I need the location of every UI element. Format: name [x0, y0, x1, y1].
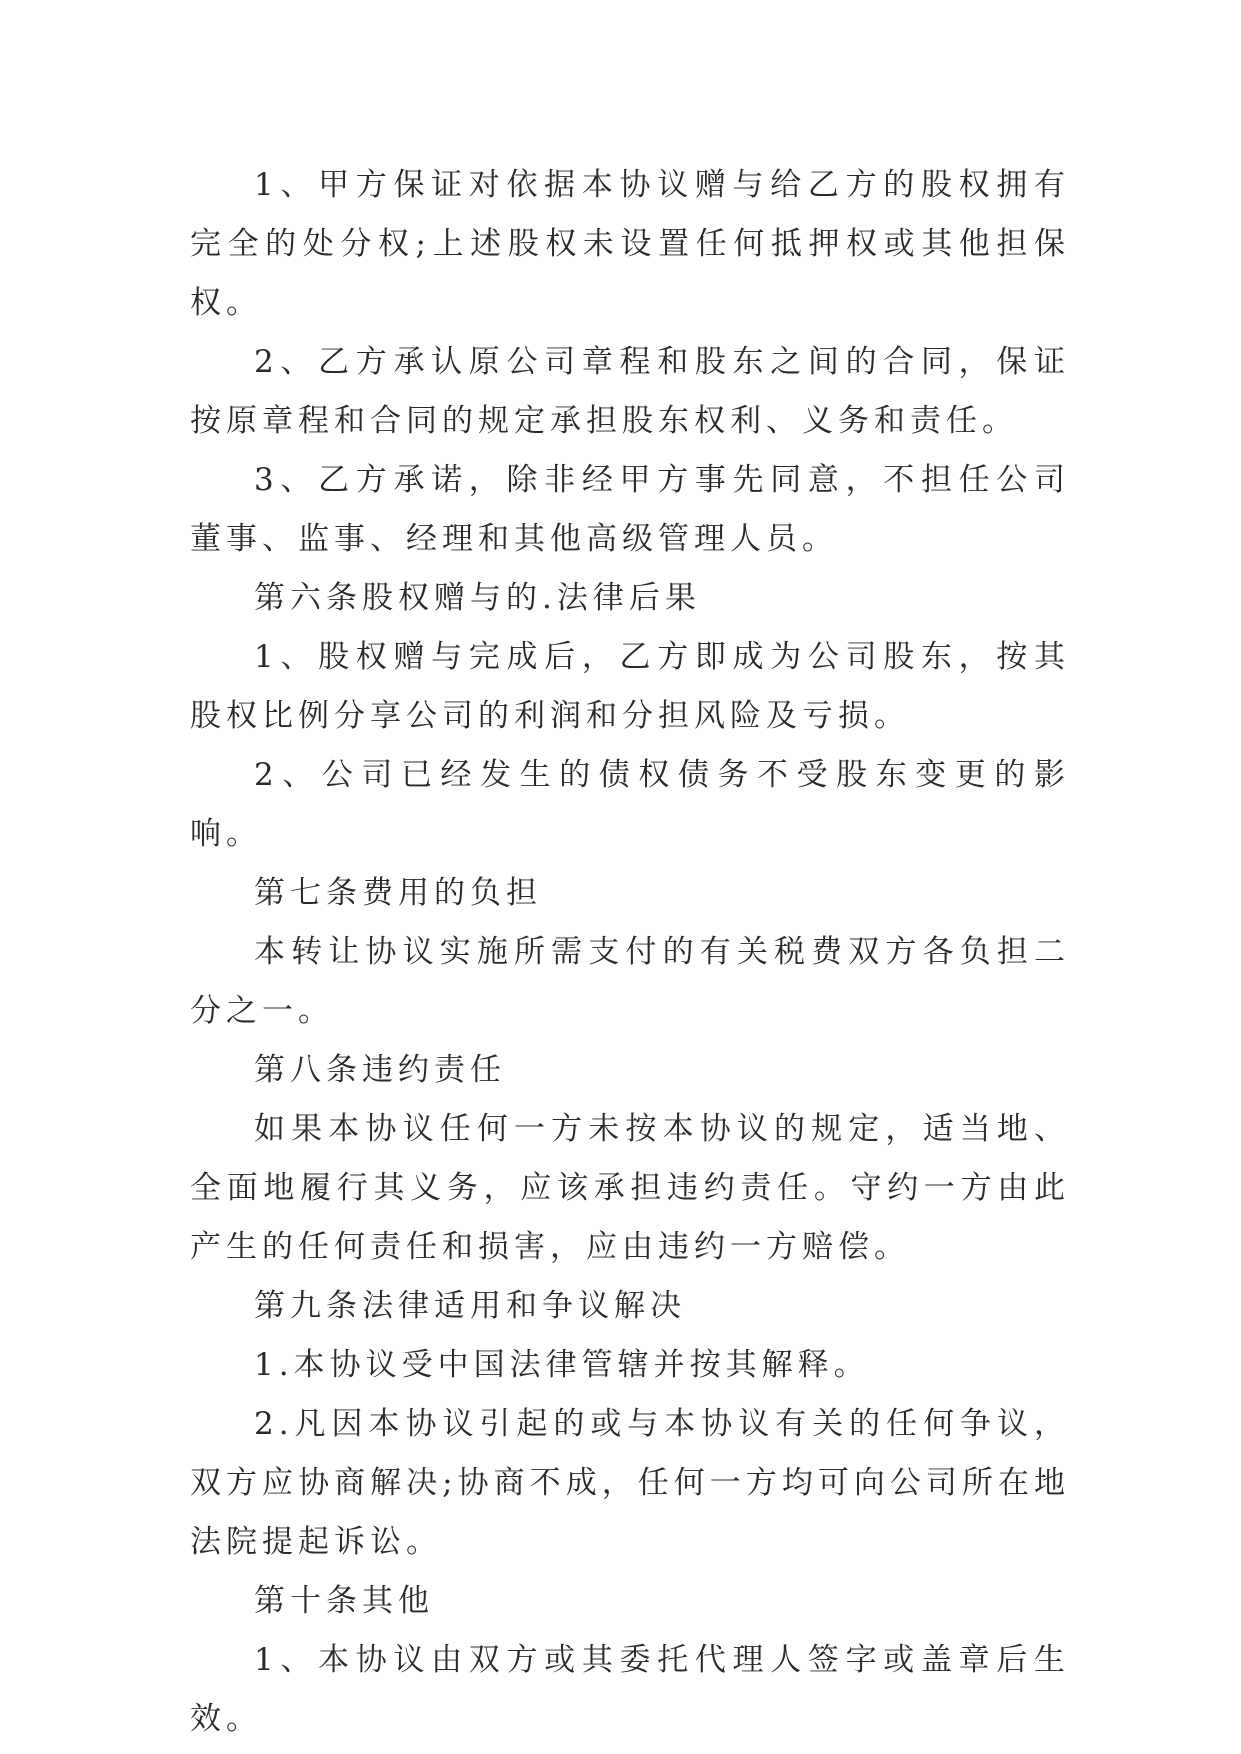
paragraph-governing-law: 1.本协议受中国法律管辖并按其解释。 [254, 1347, 870, 1383]
paragraph-effective-date: 1、本协议由双方或其委托代理人签字或盖章后生效。 [190, 1642, 1070, 1737]
paragraph-warranty-disposal: 1、甲方保证对依据本协议赠与给乙方的股权拥有完全的处分权;上述股权未设置任何抵押权或其他担保权。 [190, 167, 1070, 321]
paragraph-become-shareholder: 1、股权赠与完成后，乙方即成为公司股东，按其股权比例分享公司的利润和分担风险及亏损。 [190, 639, 1070, 734]
heading-article-9: 第九条法律适用和争议解决 [254, 1288, 686, 1324]
paragraph-acknowledge-articles: 2、乙方承认原公司章程和股东之间的合同，保证按原章程和合同的规定承担股东权利、义务和责任。 [190, 344, 1070, 439]
paragraph-dispute-resolution: 2.凡因本协议引起的或与本协议有关的任何争议，双方应协商解决;协商不成，任何一方均可向公司所在地法院提起诉讼。 [190, 1406, 1070, 1560]
heading-article-7: 第七条费用的负担 [254, 875, 542, 911]
paragraph-no-director-role: 3、乙方承诺，除非经甲方事先同意，不担任公司董事、监事、经理和其他高级管理人员。 [190, 462, 1070, 557]
document-body [190, 156, 1070, 1749]
heading-article-8: 第八条违约责任 [254, 1052, 506, 1088]
paragraph-existing-debts: 2、公司已经发生的债权债务不受股东变更的影响。 [190, 757, 1070, 852]
heading-article-10: 第十条其他 [254, 1583, 434, 1619]
heading-article-6: 第六条股权赠与的.法律后果 [254, 580, 701, 616]
paragraph-breach-liability: 如果本协议任何一方未按本协议的规定，适当地、全面地履行其义务，应该承担违约责任。守约一方由此产生的任何责任和损害，应由违约一方赔偿。 [190, 1111, 1070, 1265]
paragraph-tax-split: 本转让协议实施所需支付的有关税费双方各负担二分之一。 [190, 934, 1070, 1029]
